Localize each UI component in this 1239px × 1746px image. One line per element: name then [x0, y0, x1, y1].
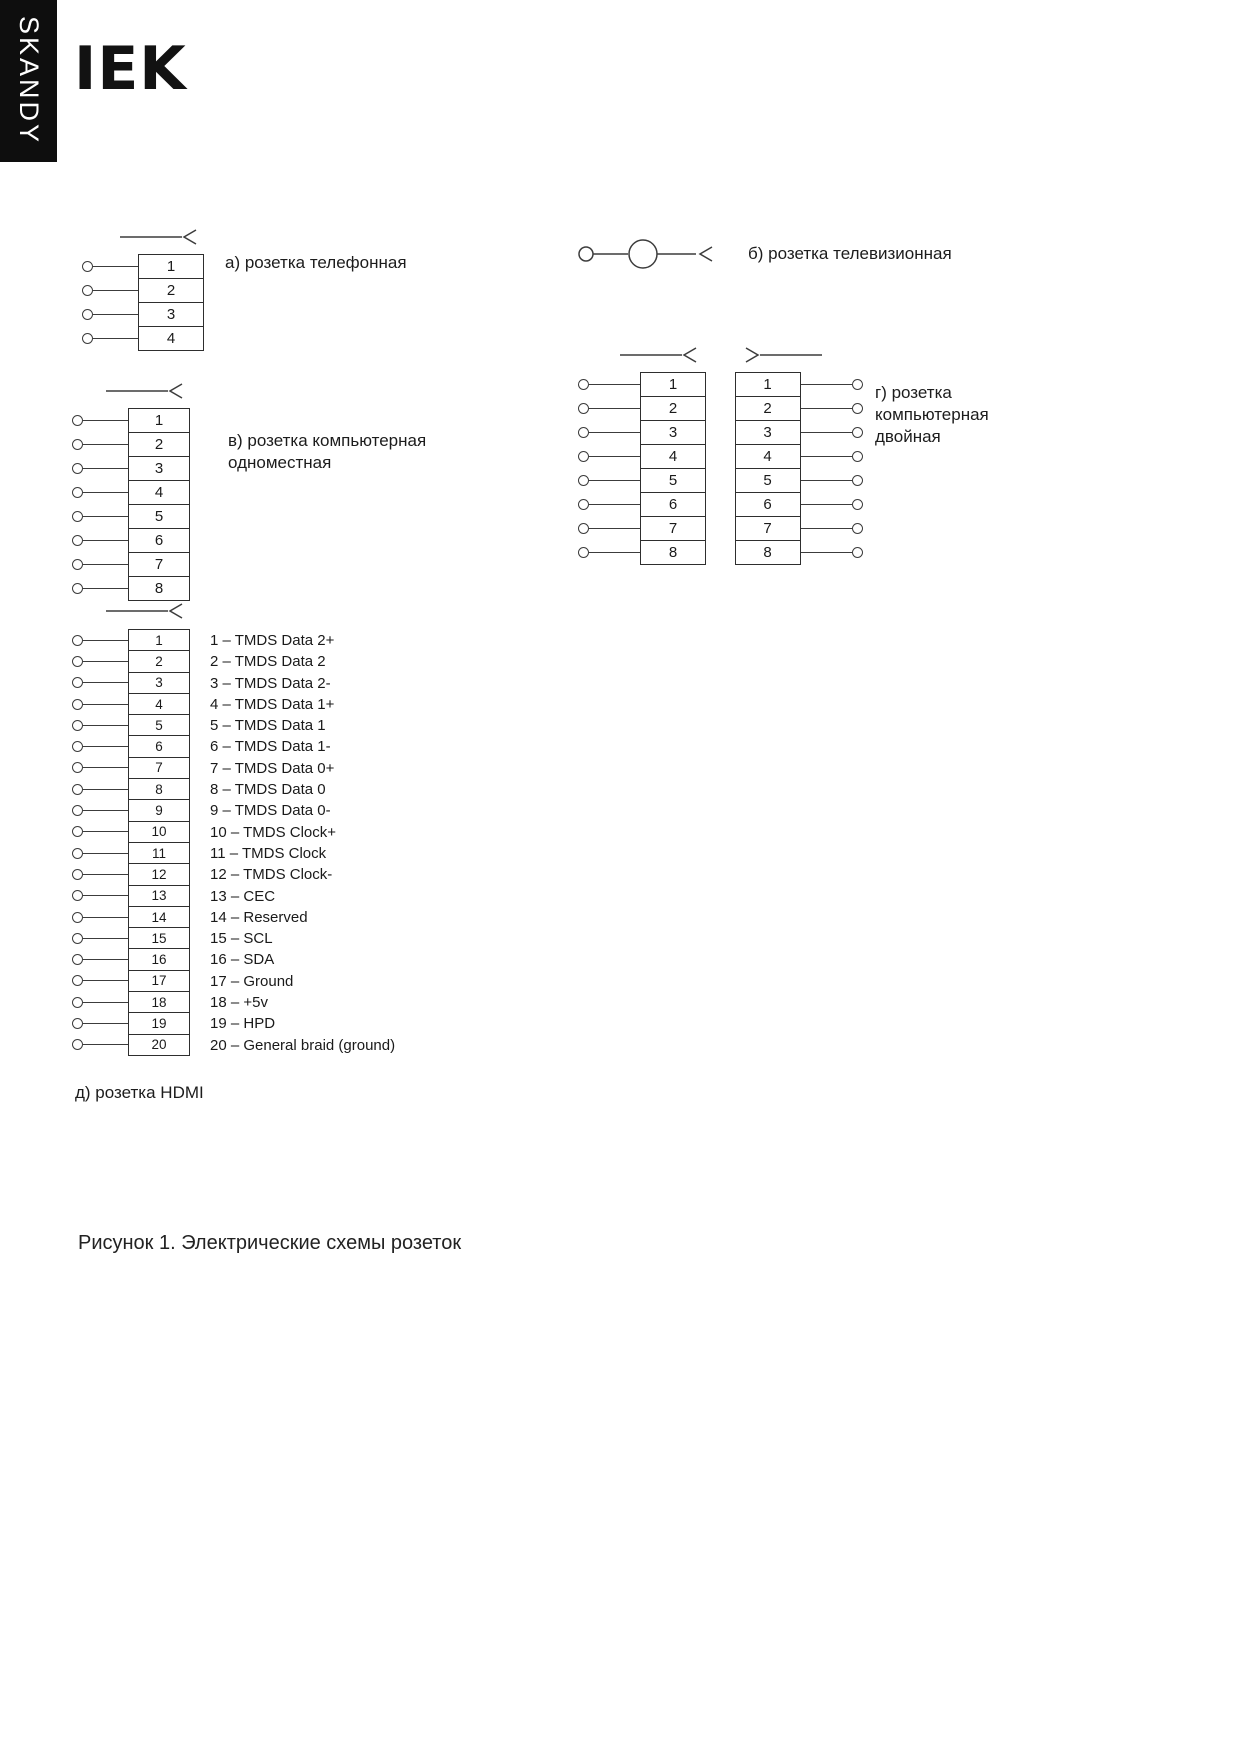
hdmi-pin-description: 19 – HPD	[210, 1015, 276, 1033]
tv-socket-symbol-icon	[576, 238, 726, 270]
tv-socket-label: б) розетка телевизионная	[748, 244, 952, 263]
pin-row	[72, 821, 190, 843]
pin-number: 18	[128, 991, 190, 1013]
pin-terminal-icon	[852, 379, 863, 390]
pin-number: 13	[128, 885, 190, 907]
pin-lead-line	[589, 408, 641, 409]
pin-row	[72, 504, 190, 529]
pin-terminal-icon	[72, 656, 83, 667]
pin-number: 7	[640, 516, 706, 541]
hdmi-pin-description: 17 – Ground	[210, 972, 294, 990]
pin-number: 4	[640, 444, 706, 469]
pin-lead-line	[801, 504, 853, 505]
pin-terminal-icon	[72, 635, 83, 646]
iek-logo: IEK	[74, 34, 187, 104]
pin-lead-line	[801, 408, 853, 409]
pin-terminal-icon	[72, 463, 83, 474]
pin-lead-line	[589, 552, 641, 553]
label-line: одноместная	[228, 453, 332, 472]
pin-number: 17	[128, 970, 190, 992]
pin-number: 10	[128, 821, 190, 843]
pin-number: 4	[128, 693, 190, 715]
pin-number: 8	[128, 778, 190, 800]
pin-row	[72, 576, 190, 601]
pin-terminal-icon	[82, 309, 93, 320]
pin-lead-line	[83, 661, 129, 662]
pin-row	[72, 1012, 190, 1034]
pin-terminal-icon	[72, 869, 83, 880]
pin-number: 3	[128, 672, 190, 694]
pin-number: 2	[128, 650, 190, 672]
pin-number: 5	[640, 468, 706, 493]
hdmi-pin-description: 16 – SDA	[210, 951, 275, 969]
pin-lead-line	[589, 432, 641, 433]
pin-lead-line	[589, 528, 641, 529]
pin-terminal-icon	[72, 933, 83, 944]
pin-number: 6	[128, 528, 190, 553]
pin-number: 11	[128, 842, 190, 864]
computer-double-left-pin-column	[578, 372, 706, 565]
pin-terminal-icon	[72, 535, 83, 546]
pin-number: 2	[138, 278, 204, 303]
pin-terminal-icon	[852, 403, 863, 414]
pin-row	[72, 778, 190, 800]
pin-terminal-icon	[852, 475, 863, 486]
label-line: г) розетка	[875, 383, 952, 402]
pin-row	[72, 714, 190, 736]
pin-number: 1	[128, 629, 190, 651]
pin-terminal-icon	[578, 523, 589, 534]
hdmi-pin-description: 6 – TMDS Data 1-	[210, 738, 331, 756]
computer-socket-pin-column	[72, 408, 190, 601]
pin-terminal-icon	[578, 475, 589, 486]
pin-row	[578, 420, 706, 445]
pin-lead-line	[801, 480, 853, 481]
pin-number: 14	[128, 906, 190, 928]
pin-terminal-icon	[72, 890, 83, 901]
pin-row	[735, 444, 863, 469]
pin-terminal-icon	[578, 547, 589, 558]
pin-row	[72, 432, 190, 457]
pin-row	[72, 799, 190, 821]
telephone-socket-pin-column	[82, 254, 204, 351]
pin-lead-line	[83, 682, 129, 683]
pin-row	[578, 516, 706, 541]
label-line: в) розетка компьютерная	[228, 431, 427, 450]
pin-lead-line	[83, 874, 129, 875]
pin-row	[72, 948, 190, 970]
pin-number: 8	[640, 540, 706, 565]
pin-number: 6	[128, 735, 190, 757]
pin-terminal-icon	[72, 997, 83, 1008]
pin-row	[735, 492, 863, 517]
pin-number: 3	[640, 420, 706, 445]
pin-terminal-icon	[72, 848, 83, 859]
pin-lead-line	[589, 456, 641, 457]
pin-terminal-icon	[72, 1039, 83, 1050]
pin-lead-line	[83, 420, 129, 421]
pin-row	[82, 254, 204, 279]
pin-terminal-icon	[852, 427, 863, 438]
pin-number: 6	[735, 492, 801, 517]
pin-number: 8	[128, 576, 190, 601]
pin-terminal-icon	[72, 784, 83, 795]
pin-lead-line	[83, 917, 129, 918]
pin-row	[735, 396, 863, 421]
pin-number: 9	[128, 799, 190, 821]
pin-lead-line	[83, 516, 129, 517]
label-line: двойная	[875, 427, 941, 446]
pin-lead-line	[83, 938, 129, 939]
pin-number: 7	[128, 757, 190, 779]
pin-row	[72, 906, 190, 928]
pin-terminal-icon	[72, 559, 83, 570]
pin-row	[578, 540, 706, 565]
pin-lead-line	[83, 767, 129, 768]
pin-lead-line	[589, 480, 641, 481]
hdmi-pin-description: 4 – TMDS Data 1+	[210, 695, 335, 713]
pin-lead-line	[589, 384, 641, 385]
pin-number: 4	[735, 444, 801, 469]
pin-lead-line	[83, 746, 129, 747]
pin-terminal-icon	[578, 451, 589, 462]
telephone-socket-label: а) розетка телефонная	[225, 253, 407, 272]
pin-terminal-icon	[72, 826, 83, 837]
pin-row	[72, 693, 190, 715]
pin-number: 15	[128, 927, 190, 949]
pin-number: 3	[138, 302, 204, 327]
pin-row	[72, 927, 190, 949]
plug-symbol-icon	[118, 228, 210, 246]
pin-number: 3	[735, 420, 801, 445]
pin-lead-line	[801, 384, 853, 385]
pin-number: 5	[128, 504, 190, 529]
pin-row	[72, 672, 190, 694]
figure-caption: Рисунок 1. Электрические схемы розеток	[78, 1232, 462, 1254]
pin-terminal-icon	[852, 499, 863, 510]
pin-row	[578, 468, 706, 493]
pin-lead-line	[801, 552, 853, 553]
pin-terminal-icon	[72, 741, 83, 752]
pin-row	[735, 420, 863, 445]
pin-terminal-icon	[578, 379, 589, 390]
pin-row	[82, 326, 204, 351]
hdmi-socket-pin-column	[72, 629, 190, 1056]
pin-terminal-icon	[72, 805, 83, 816]
pin-lead-line	[83, 540, 129, 541]
hdmi-pin-description: 11 – TMDS Clock	[210, 844, 327, 862]
pin-terminal-icon	[72, 677, 83, 688]
computer-double-right-pin-column	[735, 372, 863, 565]
pin-terminal-icon	[82, 333, 93, 344]
pin-lead-line	[83, 980, 129, 981]
plug-symbol-icon	[104, 602, 196, 620]
pin-row	[82, 278, 204, 303]
pin-row	[735, 516, 863, 541]
hdmi-pin-description: 9 – TMDS Data 0-	[210, 802, 331, 820]
pin-number: 19	[128, 1012, 190, 1034]
pin-lead-line	[83, 853, 129, 854]
pin-row	[72, 735, 190, 757]
hdmi-pin-descriptions	[210, 630, 395, 1056]
pin-row	[72, 629, 190, 651]
pin-row	[72, 970, 190, 992]
hdmi-pin-description: 15 – SCL	[210, 930, 273, 948]
pin-row	[578, 396, 706, 421]
pin-terminal-icon	[578, 427, 589, 438]
pin-row	[82, 302, 204, 327]
pin-number: 7	[735, 516, 801, 541]
pin-row	[72, 1034, 190, 1056]
label-line: компьютерная	[875, 405, 989, 424]
pin-number: 3	[128, 456, 190, 481]
computer-double-label	[875, 382, 989, 448]
hdmi-pin-description: 7 – TMDS Data 0+	[210, 759, 335, 777]
pin-row	[72, 456, 190, 481]
pin-row	[72, 528, 190, 553]
pin-lead-line	[801, 456, 853, 457]
pin-lead-line	[83, 810, 129, 811]
hdmi-pin-description: 20 – General braid (ground)	[210, 1036, 396, 1054]
hdmi-pin-description: 10 – TMDS Clock+	[210, 823, 337, 841]
pin-number: 1	[640, 372, 706, 397]
pin-number: 4	[128, 480, 190, 505]
pin-lead-line	[83, 640, 129, 641]
pin-terminal-icon	[72, 439, 83, 450]
pin-lead-line	[589, 504, 641, 505]
pin-number: 2	[640, 396, 706, 421]
pin-lead-line	[83, 1023, 129, 1024]
pin-lead-line	[83, 789, 129, 790]
hdmi-pin-description: 14 – Reserved	[210, 908, 308, 926]
pin-row	[72, 991, 190, 1013]
hdmi-pin-description: 13 – CEC	[210, 887, 276, 905]
pin-number: 20	[128, 1034, 190, 1056]
pin-terminal-icon	[72, 954, 83, 965]
pin-terminal-icon	[72, 583, 83, 594]
pin-terminal-icon	[578, 403, 589, 414]
hdmi-pin-description: 1 – TMDS Data 2+	[210, 632, 335, 649]
pin-number: 7	[128, 552, 190, 577]
plug-symbol-icon	[104, 382, 196, 400]
pin-terminal-icon	[852, 523, 863, 534]
pin-number: 16	[128, 948, 190, 970]
pin-lead-line	[83, 444, 129, 445]
pin-lead-line	[83, 959, 129, 960]
pin-row	[578, 492, 706, 517]
plug-symbol-mirrored-icon	[732, 346, 824, 364]
pin-row	[72, 863, 190, 885]
pin-row	[578, 372, 706, 397]
pin-number: 2	[128, 432, 190, 457]
pin-terminal-icon	[72, 487, 83, 498]
hdmi-pin-description: 5 – TMDS Data 1	[210, 717, 326, 735]
pin-row	[735, 468, 863, 493]
pin-number: 1	[735, 372, 801, 397]
pin-lead-line	[93, 338, 139, 339]
pin-lead-line	[83, 725, 129, 726]
pin-number: 5	[128, 714, 190, 736]
pin-row	[72, 757, 190, 779]
pin-row	[72, 842, 190, 864]
pin-number: 6	[640, 492, 706, 517]
pin-lead-line	[93, 290, 139, 291]
pin-lead-line	[83, 468, 129, 469]
pin-terminal-icon	[82, 285, 93, 296]
pin-terminal-icon	[72, 912, 83, 923]
pin-lead-line	[801, 432, 853, 433]
pin-terminal-icon	[82, 261, 93, 272]
pin-terminal-icon	[72, 975, 83, 986]
pin-terminal-icon	[72, 720, 83, 731]
pin-terminal-icon	[72, 699, 83, 710]
pin-lead-line	[83, 1002, 129, 1003]
pin-row	[735, 540, 863, 565]
pin-lead-line	[83, 564, 129, 565]
pin-terminal-icon	[852, 451, 863, 462]
pin-terminal-icon	[72, 762, 83, 773]
pin-row	[72, 552, 190, 577]
pin-terminal-icon	[72, 511, 83, 522]
pin-lead-line	[93, 266, 139, 267]
pin-lead-line	[93, 314, 139, 315]
pin-row	[72, 480, 190, 505]
plug-symbol-icon	[618, 346, 710, 364]
pin-row	[72, 650, 190, 672]
pin-number: 2	[735, 396, 801, 421]
pin-lead-line	[83, 704, 129, 705]
pin-terminal-icon	[72, 415, 83, 426]
pin-number: 4	[138, 326, 204, 351]
pin-row	[72, 408, 190, 433]
hdmi-pin-description: 12 – TMDS Clock-	[210, 866, 333, 884]
pin-number: 1	[128, 408, 190, 433]
hdmi-socket-label: д) розетка HDMI	[75, 1083, 204, 1102]
pin-number: 12	[128, 863, 190, 885]
pin-row	[578, 444, 706, 469]
computer-socket-label	[228, 430, 426, 474]
pin-lead-line	[83, 1044, 129, 1045]
pin-lead-line	[83, 588, 129, 589]
pin-lead-line	[83, 492, 129, 493]
hdmi-pin-description: 8 – TMDS Data 0	[210, 781, 326, 799]
hdmi-pin-description: 2 – TMDS Data 2	[210, 653, 326, 671]
pin-terminal-icon	[72, 1018, 83, 1029]
pin-number: 1	[138, 254, 204, 279]
series-side-tab	[0, 0, 57, 162]
hdmi-pin-description: 3 – TMDS Data 2-	[210, 674, 331, 692]
pin-row	[735, 372, 863, 397]
pin-terminal-icon	[578, 499, 589, 510]
hdmi-pin-description: 18 – +5v	[210, 994, 268, 1012]
pin-number: 8	[735, 540, 801, 565]
pin-terminal-icon	[852, 547, 863, 558]
pin-row	[72, 885, 190, 907]
series-name: SKANDY	[14, 16, 44, 146]
pin-lead-line	[801, 528, 853, 529]
pin-number: 5	[735, 468, 801, 493]
pin-lead-line	[83, 895, 129, 896]
pin-lead-line	[83, 831, 129, 832]
